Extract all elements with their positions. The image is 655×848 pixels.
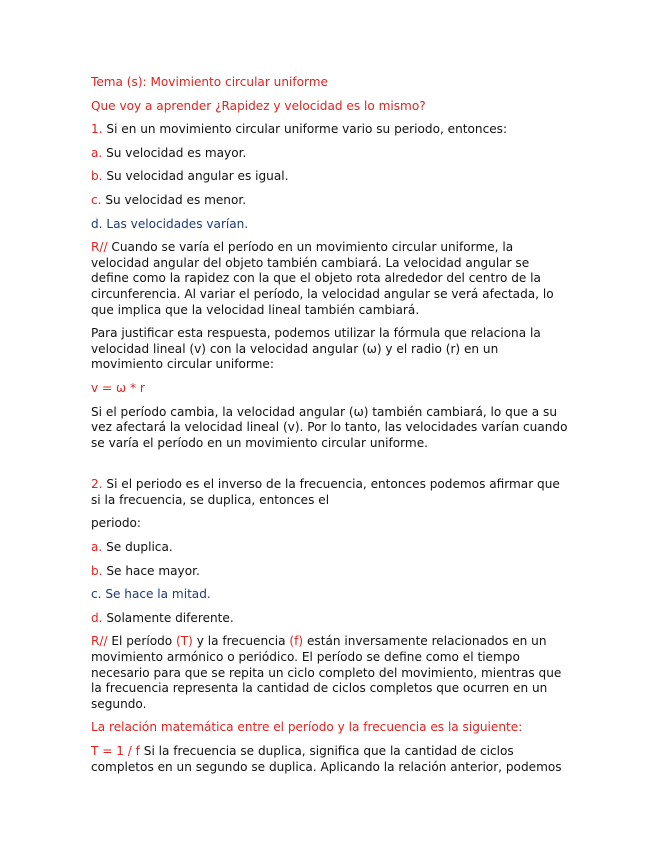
q1-text: Si en un movimiento circular uniforme vario su periodo, entonces: (102, 122, 508, 137)
q2-number: 2. (91, 477, 103, 492)
q2-relation-heading: La relación matemática entre el período y la frecuencia es la siguiente: (91, 720, 523, 735)
document-body (91, 75, 569, 783)
q1-number: 1. (91, 122, 103, 137)
q1-option-c (91, 193, 569, 209)
q2-text: Si el periodo es el inverso de la frecuencia, entonces podemos afirmar que si la frecuencia, se duplica, entonces el (91, 477, 560, 507)
question-heading: Que voy a aprender ¿Rapidez y velocidad es lo mismo? (91, 98, 426, 113)
q2-formula: T = 1 / f (91, 744, 140, 758)
q2-option-c: c. Se hace la mitad. (91, 587, 211, 602)
q2-option-d-letter: d. (91, 610, 103, 625)
q2-option-a-letter: a. (91, 540, 103, 555)
q2-option-a-text: Se duplica. (102, 540, 173, 555)
q1-answer-text: Cuando se varía el período en un movimiento circular uniforme, la velocidad angular del objeto también cambiará. La velocidad angular se define como la rapidez con la que el objeto rota alrededor del centro de la circunferencia. Al variar el período, la velocidad angular se verá afectada, lo que implica que la velocidad lineal también cambiará. (91, 240, 554, 317)
q1-option-c-text: Su velocidad es menor. (101, 192, 247, 207)
q2-option-a (91, 540, 569, 556)
question-2 (91, 477, 569, 508)
q1-option-b-letter: b. (91, 169, 103, 184)
q1-conclusion: Si el período cambia, la velocidad angular (ω) también cambiará, lo que a su vez afectará la velocidad lineal (v). Por lo tanto, las velocidades varían cuando se varía el período en un movimiento circular uniforme. (91, 404, 568, 450)
q1-option-a-text: Su velocidad es mayor. (102, 145, 247, 160)
q2-option-b-letter: b. (91, 563, 103, 578)
q2-formula-paragraph (91, 744, 569, 775)
q1-option-d: d. Las velocidades varían. (91, 216, 249, 231)
q2-answer (91, 634, 569, 712)
q2-answer-part-1: El período (107, 634, 177, 649)
q1-option-a (91, 146, 569, 162)
q1-option-c-letter: c. (91, 192, 102, 207)
q2-formula-follow: Si la frecuencia se duplica, significa que la cantidad de ciclos completos en un segundo se duplica. Aplicando la relación anterior, podemos (91, 744, 562, 774)
q1-answer (91, 240, 569, 318)
q2-option-b (91, 564, 569, 580)
q2-answer-prefix: R// (91, 634, 108, 649)
q1-option-a-letter: a. (91, 145, 103, 160)
question-1 (91, 122, 569, 138)
q1-answer-prefix: R// (91, 240, 108, 255)
q2-text-continued: periodo: (91, 516, 141, 531)
section-spacer (91, 459, 569, 477)
q1-justification: Para justificar esta respuesta, podemos utilizar la fórmula que relaciona la velocidad lineal (v) con la velocidad angular (ω) y el radio (r) en un movimiento circular uniforme: (91, 326, 541, 372)
q2-answer-part-2: y la frecuencia (192, 634, 290, 649)
q2-answer-T: (T) (176, 634, 193, 649)
q2-option-d-text: Solamente diferente. (102, 610, 234, 625)
topic-line: Tema (s): Movimiento circular uniforme (91, 75, 328, 89)
q2-option-d (91, 611, 569, 627)
q1-formula: v = ω * r (91, 380, 145, 395)
q1-option-b (91, 169, 569, 185)
q2-answer-f: (f) (289, 634, 304, 649)
q2-answer-part-3: están inversamente relacionados en un movimiento armónico o periódico. El período se define como el tiempo necesario para que se repita un ciclo completo del movimiento, mientras que la frecuencia representa la cantidad de ciclos completos que ocurren en un segundo. (91, 634, 562, 711)
q2-option-b-text: Se hace mayor. (102, 563, 200, 578)
q1-option-b-text: Su velocidad angular es igual. (102, 169, 289, 184)
